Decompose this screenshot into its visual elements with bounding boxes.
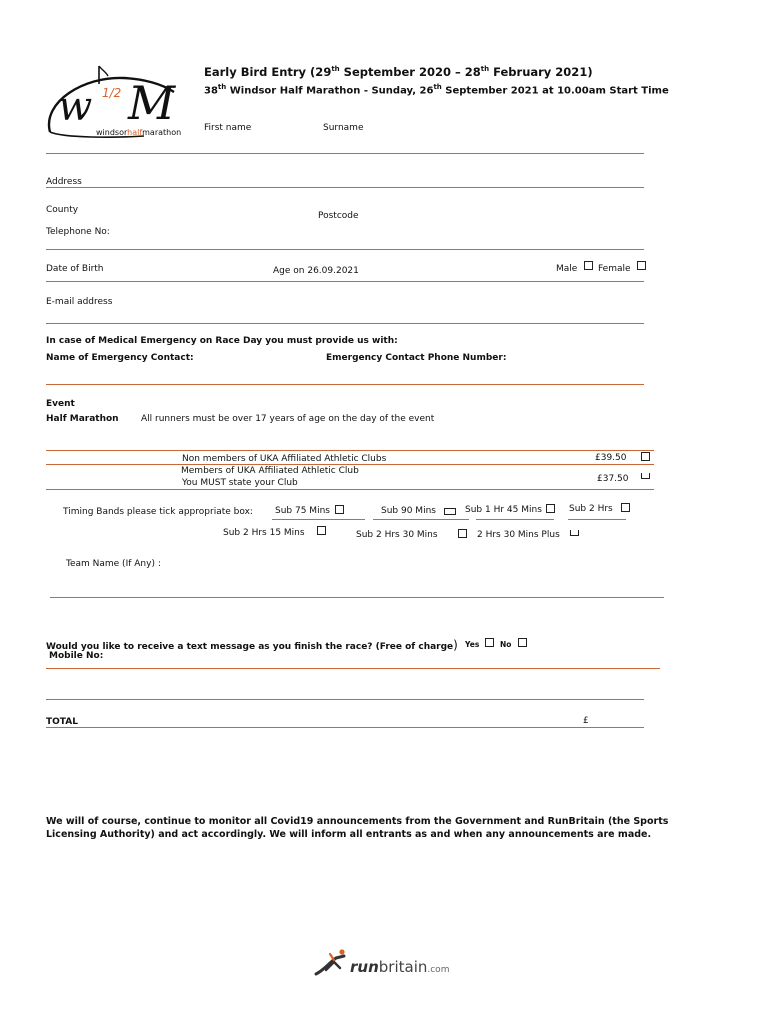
sub90-rule (373, 519, 469, 520)
covid-notice-line-2: Licensing Authority) and act accordingly. We will inform all entrants as and when any announcements are made. (46, 829, 652, 840)
runbritain-logo (314, 946, 464, 980)
event-age-note: All runners must be over 17 years of age on the day of the event (141, 414, 435, 424)
mobile-rule[interactable] (46, 668, 660, 669)
sub75-checkbox[interactable] (335, 505, 344, 514)
emergency-rule[interactable] (46, 384, 644, 385)
sub2h15-checkbox[interactable] (317, 526, 326, 535)
total-label: TOTAL (46, 717, 78, 727)
runbritain-com: .com (427, 965, 450, 975)
runbritain-wordmark (350, 958, 449, 976)
first-name-label: First name (204, 123, 252, 133)
covid-notice-line-1: We will of course, continue to monitor all Covid19 announcements from the Government and RunBritain (the Sports (46, 816, 669, 827)
event-heading: Event (46, 399, 75, 409)
members-club-note: You MUST state your Club (182, 478, 298, 488)
address-rule[interactable] (46, 187, 644, 188)
blank-rule (46, 699, 644, 700)
sub2-rule (568, 519, 626, 520)
timing-label: Timing Bands please tick appropriate box: (63, 507, 253, 517)
sub1h45-rule (476, 519, 554, 520)
no-checkbox[interactable] (518, 638, 527, 647)
sub2h15-label: Sub 2 Hrs 15 Mins (223, 528, 305, 538)
total-currency: £ (583, 716, 589, 726)
logo-letter-w: w (58, 84, 93, 130)
yes-label: Yes (465, 640, 480, 649)
postcode-label: Postcode (318, 211, 359, 221)
logo-word-windsor: windsor (96, 128, 128, 137)
emergency-heading: In case of Medical Emergency on Race Day you must provide us with: (46, 336, 398, 346)
email-label: E-mail address (46, 297, 113, 307)
non-members-label: Non members of UKA Affiliated Athletic Clubs (182, 454, 387, 464)
sub90-checkbox[interactable] (444, 508, 456, 515)
runbritain-run: run (350, 958, 379, 976)
male-label: Male (556, 264, 578, 274)
email-rule[interactable] (46, 323, 644, 324)
logo-word-marathon: marathon (142, 128, 182, 137)
emergency-contact-name-label: Name of Emergency Contact: (46, 353, 194, 363)
age-on-label: Age on 26.09.2021 (273, 266, 359, 276)
sub75-rule (272, 519, 365, 520)
runner-icon (314, 948, 350, 978)
event-rule-bottom (46, 489, 654, 490)
sub75-label: Sub 75 Mins (275, 506, 330, 516)
members-price: £37.50 (597, 474, 629, 484)
no-label: No (500, 640, 512, 649)
total-rule[interactable] (46, 727, 644, 728)
emergency-contact-phone-label: Emergency Contact Phone Number: (326, 353, 507, 363)
text-message-question: Would you like to receive a text message as you finish the race? (Free of charge) (46, 638, 458, 652)
plus2h30-checkbox[interactable] (570, 530, 579, 536)
non-members-checkbox[interactable] (641, 452, 650, 461)
non-members-price: £39.50 (595, 453, 627, 463)
female-label: Female (598, 264, 631, 274)
runbritain-britain: britain (378, 958, 428, 976)
county-label: County (46, 205, 79, 215)
sub2-label: Sub 2 Hrs (569, 504, 613, 514)
sub2h30-checkbox[interactable] (458, 529, 467, 538)
yes-checkbox[interactable] (485, 638, 494, 647)
windsor-half-marathon-logo (44, 62, 204, 142)
telephone-label: Telephone No: (46, 227, 110, 237)
surname-label: Surname (323, 123, 364, 133)
plus2h30-label: 2 Hrs 30 Mins Plus (477, 530, 560, 540)
event-rule-mid (46, 464, 654, 465)
dob-label: Date of Birth (46, 264, 104, 274)
name-rule[interactable] (46, 153, 644, 154)
page-subtitle: 38th Windsor Half Marathon - Sunday, 26th September 2021 at 10.00am Start Time (204, 83, 669, 97)
team-name-rule[interactable] (50, 597, 664, 598)
sub2h30-label: Sub 2 Hrs 30 Mins (356, 530, 438, 540)
telephone-rule[interactable] (46, 249, 644, 250)
sub1h45-label: Sub 1 Hr 45 Mins (465, 505, 542, 515)
sub90-label: Sub 90 Mins (381, 506, 436, 516)
female-checkbox[interactable] (637, 261, 646, 270)
address-label: Address (46, 177, 82, 187)
dob-rule[interactable] (46, 281, 644, 282)
members-checkbox[interactable] (641, 473, 650, 479)
logo-letter-m: M (128, 76, 176, 130)
logo-wordmark (96, 128, 181, 137)
mobile-label: Mobile No: (49, 651, 104, 661)
logo-half-fraction: 1/2 (102, 86, 122, 100)
event-rule-top (46, 450, 654, 451)
sub2-checkbox[interactable] (621, 503, 630, 512)
event-name: Half Marathon (46, 414, 119, 424)
page-title: Early Bird Entry (29th September 2020 – 28th February 2021) (204, 65, 593, 79)
male-checkbox[interactable] (584, 261, 593, 270)
logo-word-half: half (127, 128, 143, 137)
team-name-label: Team Name (If Any) : (66, 559, 161, 569)
members-label: Members of UKA Affiliated Athletic Club (181, 466, 359, 476)
sub1h45-checkbox[interactable] (546, 504, 555, 513)
